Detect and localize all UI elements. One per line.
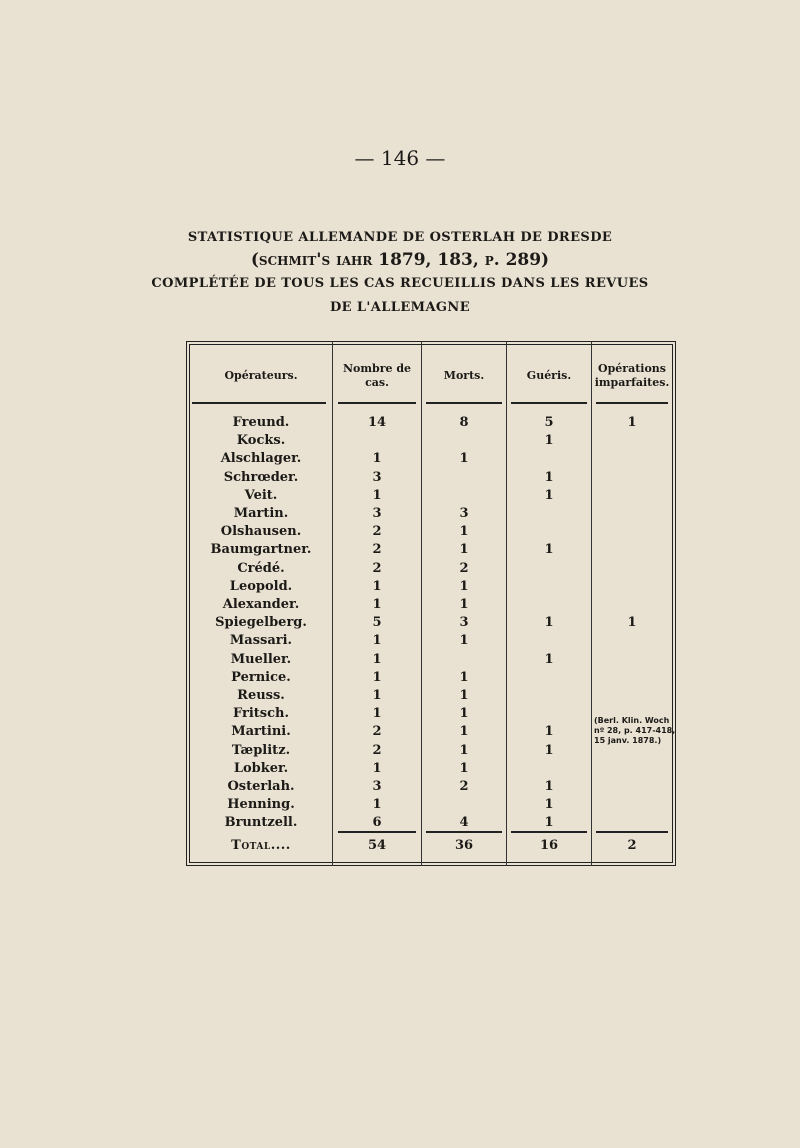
morts-count: 1: [459, 524, 469, 540]
header-rule: [426, 402, 502, 404]
cases-count: 1: [372, 451, 382, 467]
total-morts: 36: [454, 838, 474, 853]
reference-note: (Berl. Klin. Woch nº 28, p. 417-418, 15 janv. 1878.): [594, 716, 676, 745]
morts-count: 1: [459, 597, 469, 612]
table-row: [190, 450, 672, 468]
cases-count: 2: [372, 742, 382, 758]
table-row: [190, 651, 672, 669]
operator-name: Henning.: [227, 797, 295, 813]
morts-count: 1: [459, 451, 469, 467]
morts-count: 1: [459, 578, 469, 594]
cases-count: 2: [372, 724, 382, 740]
operator-name: Osterlah.: [227, 779, 295, 794]
total-gueris: 16: [539, 838, 559, 853]
operator-name: Leopold.: [229, 578, 293, 594]
header-rule: [511, 402, 587, 404]
total-rule: [511, 831, 587, 833]
table-row: [190, 778, 672, 796]
total-rule: [426, 831, 502, 833]
table-row: [190, 796, 672, 814]
gueris-count: 1: [544, 433, 554, 449]
cases-count: 3: [372, 469, 382, 485]
table-row: [190, 814, 672, 832]
cases-count: 2: [372, 524, 382, 540]
total-label: Total....: [231, 838, 291, 853]
cases-count: 1: [372, 706, 382, 722]
operator-name: Massari.: [229, 633, 293, 649]
total-rule: [338, 831, 416, 833]
table-row: [190, 432, 672, 450]
morts-count: 3: [459, 506, 469, 521]
cases-count: 1: [372, 633, 382, 649]
cases-count: 1: [372, 688, 382, 703]
table-row: [190, 414, 672, 432]
table-row: [190, 614, 672, 632]
table-row: [190, 687, 672, 705]
cases-count: 1: [372, 797, 382, 813]
operator-name: Veit.: [244, 487, 278, 503]
operator-name: Freund.: [232, 415, 290, 430]
cases-count: 3: [372, 779, 382, 794]
gueris-count: 1: [544, 469, 554, 485]
title-line-3: COMPLÉTÉE DE TOUS LES CAS RECUEILLIS DANS LES REVUES: [151, 276, 649, 291]
operations-count: 1: [627, 615, 637, 631]
cases-count: 2: [372, 542, 382, 558]
table-row: [190, 560, 672, 578]
gueris-count: 1: [544, 779, 554, 794]
morts-count: 1: [459, 633, 469, 649]
header-rule: [338, 402, 416, 404]
morts-count: 3: [459, 615, 469, 631]
table-row: [190, 760, 672, 778]
page-number: — 146 —: [354, 146, 446, 170]
cases-count: 1: [372, 578, 382, 594]
header-operateurs: Opérateurs.: [224, 369, 298, 382]
table-row: [190, 523, 672, 541]
morts-count: 1: [459, 542, 469, 558]
operator-name: Alschlager.: [220, 451, 302, 467]
operator-name: Martini.: [231, 724, 291, 740]
morts-count: 1: [459, 760, 469, 776]
header-gueris: Guéris.: [526, 369, 572, 382]
table-row: [190, 578, 672, 596]
table-row: [190, 541, 672, 559]
operator-name: Reuss.: [237, 688, 285, 703]
header-rule: [192, 402, 326, 404]
gueris-count: 1: [544, 797, 554, 813]
cases-count: 2: [372, 560, 382, 576]
morts-count: 4: [459, 815, 469, 831]
morts-count: 2: [459, 560, 469, 576]
cases-count: 1: [372, 760, 382, 776]
operator-name: Martin.: [233, 506, 289, 521]
table-row: [190, 669, 672, 687]
cases-count: 6: [372, 815, 382, 831]
gueris-count: 1: [544, 542, 554, 558]
table-row: [190, 596, 672, 614]
gueris-count: 1: [544, 742, 554, 758]
title-line-1: STATISTIQUE ALLEMANDE DE OSTERLAH DE DRESDE: [187, 230, 613, 245]
total-row: [190, 837, 672, 855]
cases-count: 1: [372, 597, 382, 612]
table-row: [190, 505, 672, 523]
morts-count: 1: [459, 742, 469, 758]
operator-name: Alexander.: [222, 597, 300, 612]
total-rule: [596, 831, 668, 833]
morts-count: 2: [459, 779, 469, 794]
operator-name: Spiegelberg.: [215, 615, 307, 631]
operations-count: 1: [627, 415, 637, 430]
cases-count: 14: [367, 415, 387, 430]
gueris-count: 1: [544, 815, 554, 831]
total-cases: 54: [367, 838, 387, 853]
gueris-count: 1: [544, 651, 554, 667]
morts-count: 1: [459, 724, 469, 740]
cases-count: 1: [372, 669, 382, 685]
cases-count: 5: [372, 615, 382, 631]
operator-name: Crédé.: [237, 560, 285, 576]
morts-count: 1: [459, 688, 469, 703]
gueris-count: 1: [544, 724, 554, 740]
title-line-2: (schmit's iahr 1879, 183, p. 289): [250, 250, 550, 270]
cases-count: 1: [372, 651, 382, 667]
operator-name: Fritsch.: [232, 706, 289, 722]
operator-name: Bruntzell.: [224, 815, 298, 831]
table-row: [190, 487, 672, 505]
gueris-count: 1: [544, 487, 554, 503]
header-morts: Morts.: [443, 369, 485, 382]
header-nombre: Nombre de cas.: [342, 362, 412, 389]
operator-name: Schrœder.: [223, 469, 299, 485]
operator-name: Baumgartner.: [210, 542, 312, 558]
gueris-count: 5: [544, 415, 554, 430]
operator-name: Mueller.: [230, 651, 292, 667]
table-row: [190, 469, 672, 487]
operator-name: Kocks.: [236, 433, 286, 449]
operator-name: Lobker.: [233, 760, 289, 776]
morts-count: 1: [459, 706, 469, 722]
header-rule: [596, 402, 668, 404]
operator-name: Tæplitz.: [231, 742, 291, 758]
cases-count: 3: [372, 506, 382, 521]
header-operations: Opérations imparfaites.: [594, 362, 670, 389]
cases-count: 1: [372, 487, 382, 503]
gueris-count: 1: [544, 615, 554, 631]
title-line-4: DE L'ALLEMAGNE: [329, 300, 471, 315]
morts-count: 1: [459, 669, 469, 685]
table-row: [190, 632, 672, 650]
total-operations: 2: [627, 838, 637, 853]
operator-name: Pernice.: [231, 669, 291, 685]
operator-name: Olshausen.: [220, 524, 302, 540]
morts-count: 8: [459, 415, 469, 430]
